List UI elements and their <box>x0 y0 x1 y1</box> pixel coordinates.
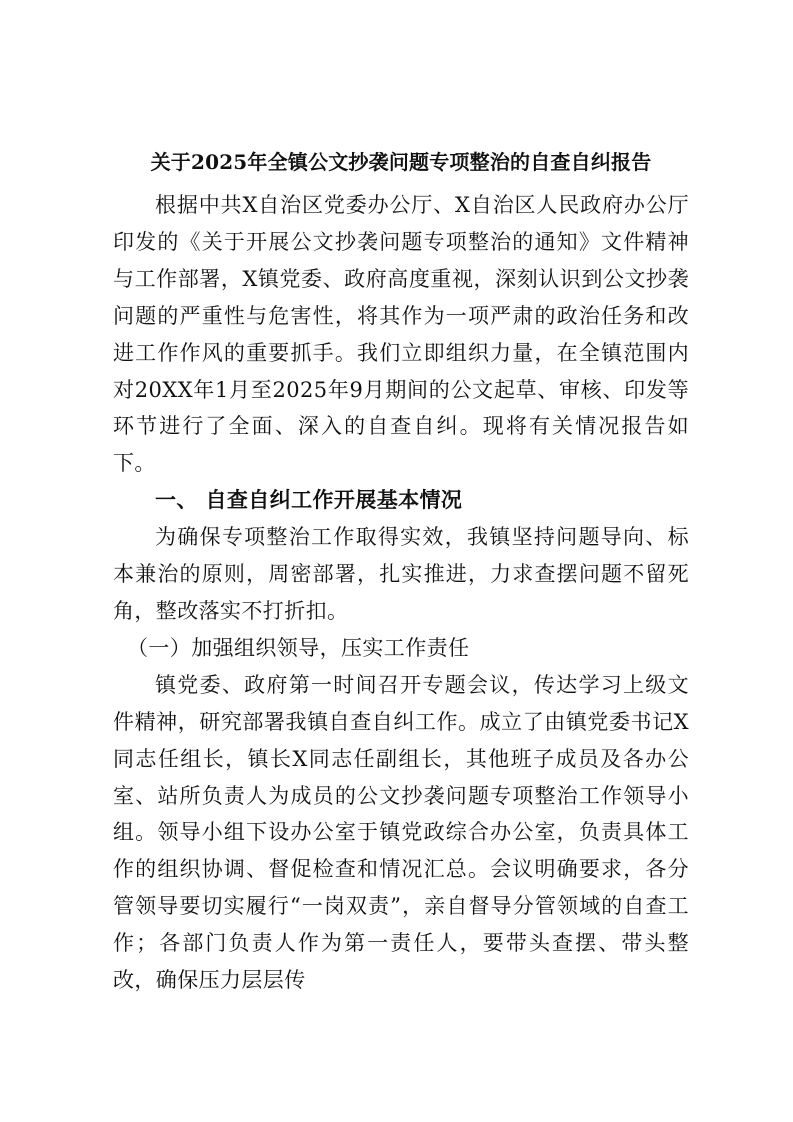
document-body <box>113 146 689 999</box>
intro-paragraph: 根据中共X自治区党委办公厅、X自治区人民政府办公厅印发的《关于开展公文抄袭问题专项整治的通知》文件精神与工作部署，X镇党委、政府高度重视，深刻认识到公文抄袭问题的严重性与危害性，将其作为一项严肃的政治任务和改进工作作风的重要抓手。我们立即组织力量，在全镇范围内对20XX年1月至2025年9月期间的公文起草、审核、印发等环节进行了全面、深入的自查自纠。现将有关情况报告如下。 <box>113 193 689 476</box>
document-title: 关于2025年全镇公文抄袭问题专项整治的自查自纠报告 <box>150 150 652 174</box>
section-1-heading: 一、 自查自纠工作开展基本情况 <box>155 487 463 513</box>
section-1-paragraph: 为确保专项整治工作取得实效，我镇坚持问题导向、标本兼治的原则，周密部署，扎实推进，力求查摆问题不留死角，整改落实不打折扣。 <box>113 525 689 623</box>
subsection-1-heading: （一）加强组织领导，压实工作责任 <box>127 635 470 660</box>
subsection-1-paragraph: 镇党委、政府第一时间召开专题会议，传达学习上级文件精神，研究部署我镇自查自纠工作。成立了由镇党委书记X同志任组长，镇长X同志任副组长，其他班子成员及各办公室、站所负责人为成员的公文抄袭问题专项整治工作领导小组。领导小组下设办公室于镇党政综合办公室，负责具体工作的组织协调、督促检查和情况汇总。会议明确要求，各分管领导要切实履行“一岗双责”，亲自督导分管领域的自查工作；各部门负责人作为第一责任人，要带头查摆、带头整改，确保压力层层传 <box>113 672 689 993</box>
